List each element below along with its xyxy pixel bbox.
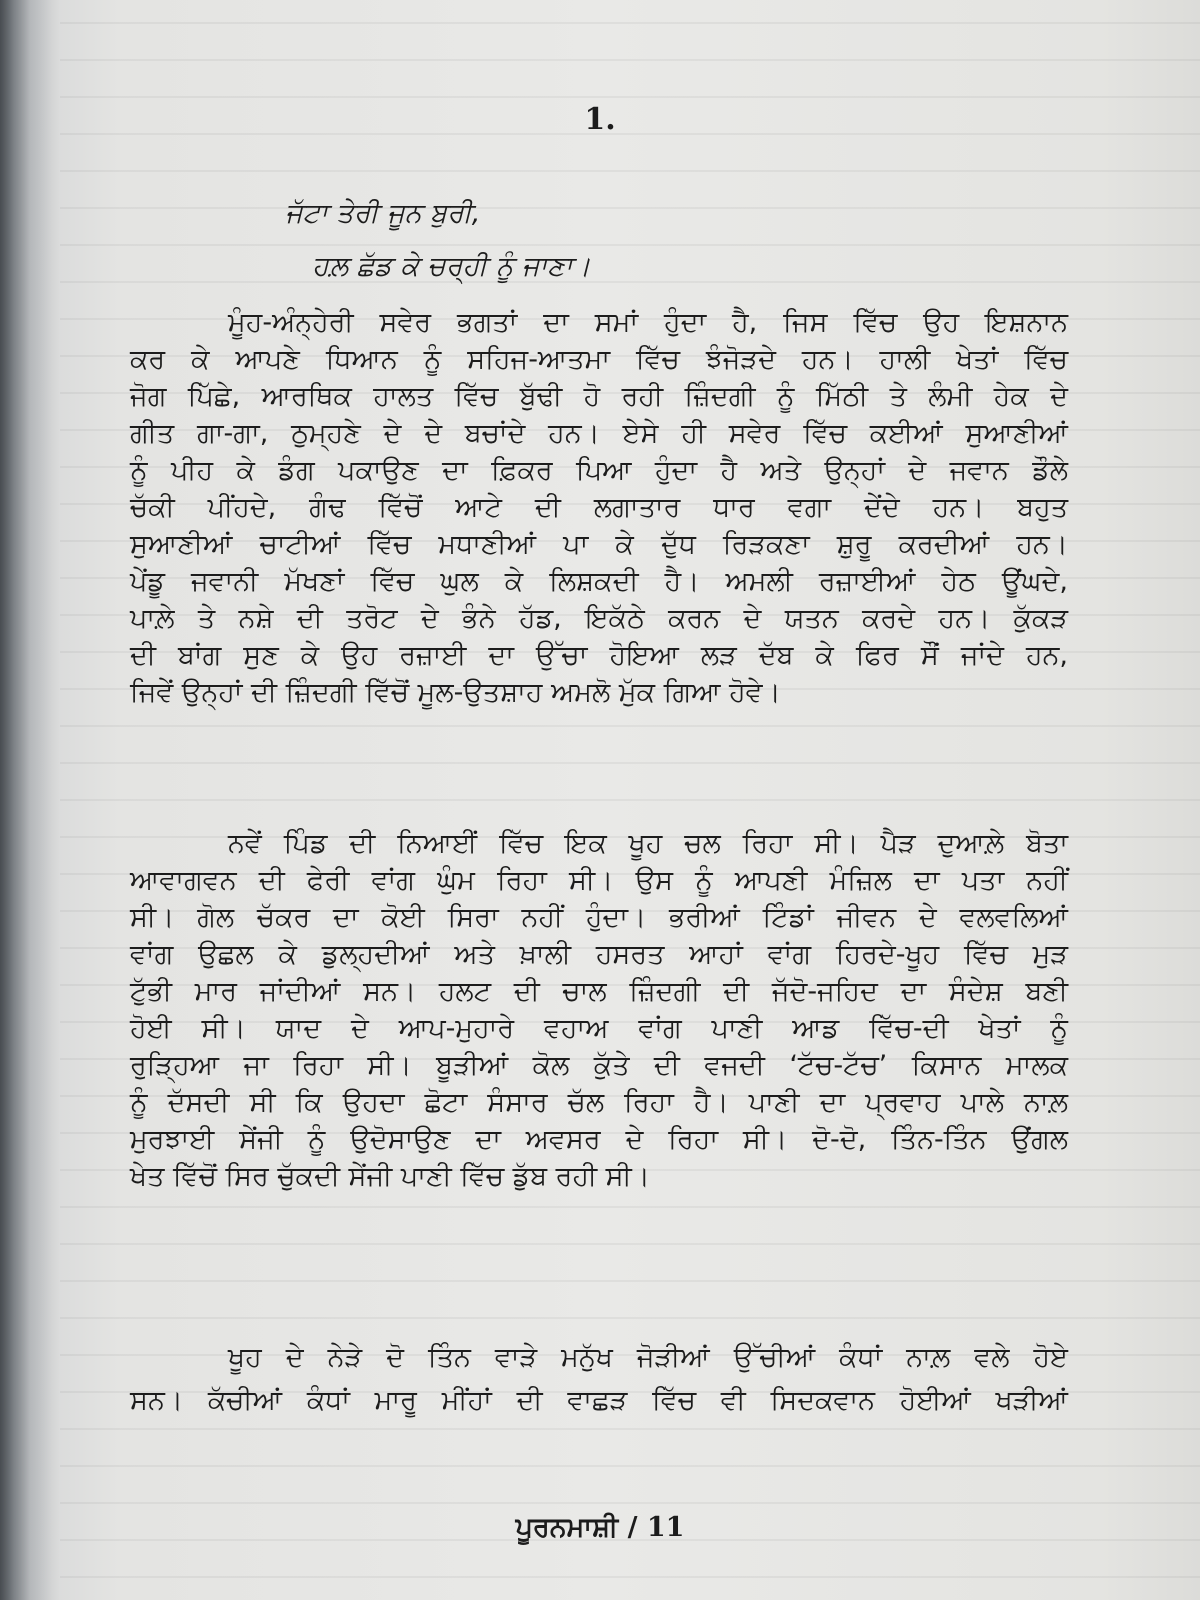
- paragraph-3-line: ਖੂਹ ਦੇ ਨੇੜੇ ਦੋ ਤਿੰਨ ਵਾੜੇ ਮਨੁੱਖ ਜੋੜੀਆਂ ਉੱਚੀਆਂ ਕੰਧਾਂ ਨਾਲ਼ ਵਲੇ ਹੋਏ: [228, 1342, 1068, 1373]
- paragraph-1-line: ਪਾਲ਼ੇ ਤੇ ਨਸ਼ੇ ਦੀ ਤਰੋਟ ਦੇ ਭੰਨੇ ਹੱਡ, ਇਕੱਠੇ ਕਰਨ ਦੇ ਯਤਨ ਕਰਦੇ ਹਨ। ਕੁੱਕੜ: [130, 603, 1068, 634]
- paragraph-1-line: ਪੇਂਡੂ ਜਵਾਨੀ ਮੱਖਣਾਂ ਵਿੱਚ ਘੁਲ ਕੇ ਲਿਸ਼ਕਦੀ ਹੈ। ਅਮਲੀ ਰਜ਼ਾਈਆਂ ਹੇਠ ਊਂਘਦੇ,: [130, 566, 1068, 597]
- verse-line: ਜੱਟਾ ਤੇਰੀ ਜੂਨ ਬੁਰੀ,: [285, 198, 481, 229]
- paragraph-2-line: ਨਵੇਂ ਪਿੰਡ ਦੀ ਨਿਆਈਂ ਵਿੱਚ ਇਕ ਖੂਹ ਚਲ ਰਿਹਾ ਸੀ। ਪੈੜ ਦੁਆਲ਼ੇ ਬੋਤਾ: [228, 828, 1068, 859]
- paragraph-3-line: ਸਨ। ਕੱਚੀਆਂ ਕੰਧਾਂ ਮਾਰੂ ਮੀਂਹਾਂ ਦੀ ਵਾਛੜ ਵਿੱਚ ਵੀ ਸਿਦਕਵਾਨ ਹੋਈਆਂ ਖੜੀਆਂ: [130, 1385, 1068, 1416]
- chapter-number: 1.: [584, 102, 616, 137]
- paragraph-1-line: ਨੂੰ ਪੀਹ ਕੇ ਡੰਗ ਪਕਾਉਣ ਦਾ ਫ਼ਿਕਰ ਪਿਆ ਹੁੰਦਾ ਹੈ ਅਤੇ ਉਨ੍ਹਾਂ ਦੇ ਜਵਾਨ ਡੌਲੇ: [130, 455, 1068, 486]
- paragraph-2-line: ਹੋਈ ਸੀ। ਯਾਦ ਦੇ ਆਪ-ਮੁਹਾਰੇ ਵਹਾਅ ਵਾਂਗ ਪਾਣੀ ਆਡ ਵਿੱਚ-ਦੀ ਖੇਤਾਂ ਨੂੰ: [130, 1013, 1068, 1044]
- paragraph-2-line: ਆਵਾਗਵਨ ਦੀ ਫੇਰੀ ਵਾਂਗ ਘੁੰਮ ਰਿਹਾ ਸੀ। ਉਸ ਨੂੰ ਆਪਣੀ ਮੰਜ਼ਿਲ ਦਾ ਪਤਾ ਨਹੀਂ: [130, 865, 1068, 896]
- paragraph-1-line: ਗੀਤ ਗਾ-ਗਾ, ਠੁਮ੍ਹਣੇ ਦੇ ਦੇ ਬਚਾਂਦੇ ਹਨ। ਏਸੇ ਹੀ ਸਵੇਰ ਵਿੱਚ ਕਈਆਂ ਸੁਆਣੀਆਂ: [130, 418, 1068, 449]
- paragraph-1-line: ਜੋਗ ਪਿੱਛੇ, ਆਰਥਿਕ ਹਾਲਤ ਵਿੱਚ ਬੁੱਢੀ ਹੋ ਰਹੀ ਜ਼ਿੰਦਗੀ ਨੂੰ ਮਿੱਠੀ ਤੇ ਲੰਮੀ ਹੇਕ ਦੇ: [130, 381, 1068, 412]
- paragraph-2-line: ਵਾਂਗ ਉਛਲ ਕੇ ਡੁਲ੍ਹਦੀਆਂ ਅਤੇ ਖ਼ਾਲੀ ਹਸਰਤ ਆਹਾਂ ਵਾਂਗ ਹਿਰਦੇ-ਖੂਹ ਵਿੱਚ ਮੁੜ: [130, 939, 1068, 970]
- paragraph-2-line: ਮੁਰਝਾਈ ਸੇਂਜੀ ਨੂੰ ਉਦੋਸਾਉਣ ਦਾ ਅਵਸਰ ਦੇ ਰਿਹਾ ਸੀ। ਦੋ-ਦੋ, ਤਿੰਨ-ਤਿੰਨ ਉਂਗਲ: [130, 1124, 1068, 1155]
- paragraph-2-line: ਟੁੱਭੀ ਮਾਰ ਜਾਂਦੀਆਂ ਸਨ। ਹਲਟ ਦੀ ਚਾਲ ਜ਼ਿੰਦਗੀ ਦੀ ਜੱਦੋ-ਜਹਿਦ ਦਾ ਸੰਦੇਸ਼ ਬਣੀ: [130, 976, 1068, 1007]
- book-spine-shadow: [0, 0, 60, 1600]
- page-footer: ਪੂਰਨਮਾਸ਼ੀ / 11: [515, 1512, 685, 1543]
- paragraph-2-line: ਸੀ। ਗੋਲ ਚੱਕਰ ਦਾ ਕੋਈ ਸਿਰਾ ਨਹੀਂ ਹੁੰਦਾ। ਭਰੀਆਂ ਟਿੰਡਾਂ ਜੀਵਨ ਦੇ ਵਲਵਲਿਆਂ: [130, 902, 1068, 933]
- verse-line: ਹਲ਼ ਛੱਡ ਕੇ ਚਰ੍ਹੀ ਨੂੰ ਜਾਣਾ।: [312, 251, 591, 282]
- paragraph-1-line: ਸੁਆਣੀਆਂ ਚਾਟੀਆਂ ਵਿੱਚ ਮਧਾਣੀਆਂ ਪਾ ਕੇ ਦੁੱਧ ਰਿੜਕਣਾ ਸ਼ੁਰੂ ਕਰਦੀਆਂ ਹਨ।: [130, 529, 1068, 560]
- paragraph-1-line: ਚੱਕੀ ਪੀਂਹਦੇ, ਗੰਢ ਵਿੱਚੋਂ ਆਟੇ ਦੀ ਲਗਾਤਾਰ ਧਾਰ ਵਗਾ ਦੇਂਦੇ ਹਨ। ਬਹੁਤ: [130, 492, 1068, 523]
- paragraph-1-line: ਕਰ ਕੇ ਆਪਣੇ ਧਿਆਨ ਨੂੰ ਸਹਿਜ-ਆਤਮਾ ਵਿੱਚ ਝੰਜੋੜਦੇ ਹਨ। ਹਾਲੀ ਖੇਤਾਂ ਵਿੱਚ: [130, 344, 1068, 375]
- paragraph-1-line: ਜਿਵੇਂ ਉਨ੍ਹਾਂ ਦੀ ਜ਼ਿੰਦਗੀ ਵਿੱਚੋਂ ਮੂਲ-ਉਤਸ਼ਾਹ ਅਮਲੋ ਮੁੱਕ ਗਿਆ ਹੋਵੇ।: [130, 677, 781, 708]
- paragraph-2-line: ਨੂੰ ਦੱਸਦੀ ਸੀ ਕਿ ਉਹਦਾ ਛੋਟਾ ਸੰਸਾਰ ਚੱਲ ਰਿਹਾ ਹੈ। ਪਾਣੀ ਦਾ ਪ੍ਰਵਾਹ ਪਾਲੇ ਨਾਲ਼: [130, 1087, 1068, 1118]
- paragraph-1-line: ਮੂੰਹ-ਅੰਨ੍ਹੇਰੀ ਸਵੇਰ ਭਗਤਾਂ ਦਾ ਸਮਾਂ ਹੁੰਦਾ ਹੈ, ਜਿਸ ਵਿੱਚ ਉਹ ਇਸ਼ਨਾਨ: [228, 307, 1068, 338]
- paragraph-2-line: ਰੁੜ੍ਹਿਆ ਜਾ ਰਿਹਾ ਸੀ। ਬੂੜੀਆਂ ਕੋਲ ਕੁੱਤੇ ਦੀ ਵਜਦੀ ‘ਟੱਚ-ਟੱਚ’ ਕਿਸਾਨ ਮਾਲਕ: [130, 1050, 1068, 1081]
- paragraph-1-line: ਦੀ ਬਾਂਗ ਸੁਣ ਕੇ ਉਹ ਰਜ਼ਾਈ ਦਾ ਉੱਚਾ ਹੋਇਆ ਲੜ ਦੱਬ ਕੇ ਫਿਰ ਸੌਂ ਜਾਂਦੇ ਹਨ,: [130, 640, 1068, 671]
- paragraph-2-line: ਖੇਤ ਵਿੱਚੋਂ ਸਿਰ ਚੁੱਕਦੀ ਸੇਂਜੀ ਪਾਣੀ ਵਿੱਚ ਡੁੱਬ ਰਹੀ ਸੀ।: [130, 1161, 650, 1192]
